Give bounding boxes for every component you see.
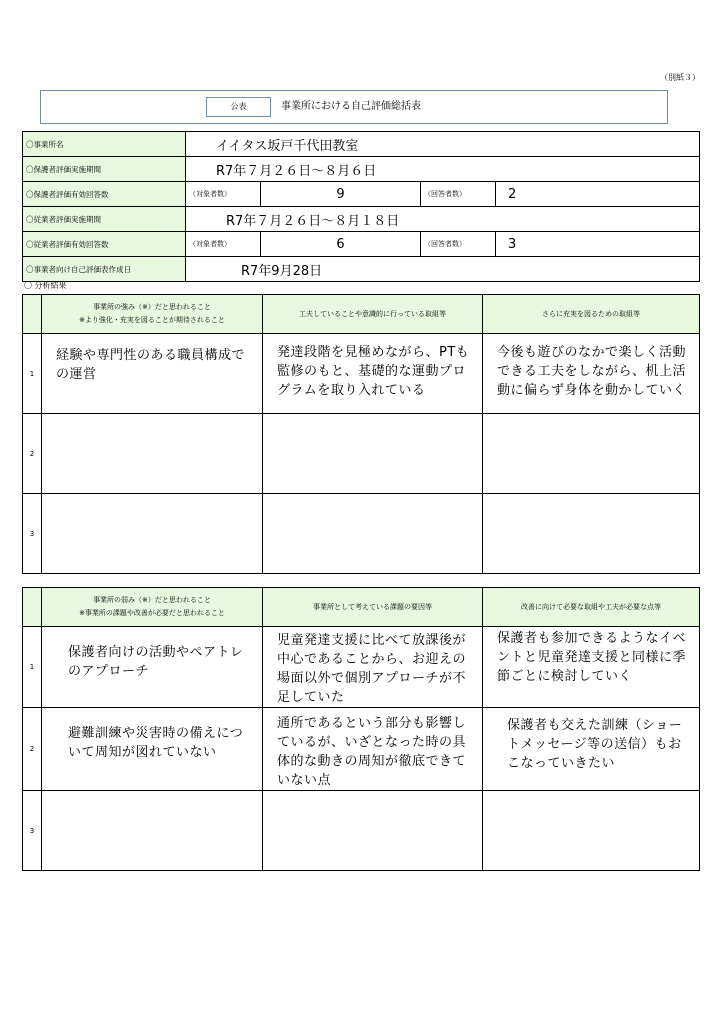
info-row-office: [23, 132, 700, 157]
strength-effort-cell: [263, 414, 482, 423]
weaknesses-header-row: [23, 588, 700, 627]
weakness-cause-cell: 通所であるという部分も影響しているが、いざとなった時の具体的な動きの周知が徹底できていない点: [277, 716, 467, 788]
created-label: 〇事業者向け自己評価表作成日: [23, 257, 186, 282]
staff-target-value: 6: [261, 232, 421, 257]
weaknesses-col1-line2: ※事業所の課題や改善が必要だと思われること: [79, 609, 225, 617]
form-note: （別紙３）: [660, 73, 700, 82]
info-row-guardian-responses: [23, 182, 700, 207]
created-date-value: R7年9月28日: [186, 257, 700, 282]
row-number: 1: [23, 334, 42, 414]
staff-period-value: R7年７月２６日～８月１８日: [186, 207, 700, 232]
office-name-label: 〇事業所名: [23, 132, 186, 157]
table-row: [23, 494, 700, 574]
info-row-staff-period: [23, 207, 700, 232]
guardian-responses-label: 〇保護者評価有効回答数: [23, 182, 186, 207]
table-row: [23, 414, 700, 494]
strengths-header-col1: [42, 295, 263, 334]
info-table: [22, 131, 700, 282]
office-name-value: イイタス坂戸千代田教室: [186, 132, 700, 157]
weakness-cell: [42, 791, 262, 800]
analysis-label: 〇 分析結果: [24, 281, 67, 290]
staff-answer-value: 3: [496, 232, 700, 257]
weaknesses-header-col3: 改善に向けて必要な取組や工夫が必要な点等: [483, 588, 700, 627]
staff-answer-label: （回答者数）: [421, 232, 496, 257]
info-row-guardian-period: [23, 157, 700, 182]
info-row-staff-responses: [23, 232, 700, 257]
strengths-header-row: [23, 295, 700, 334]
strength-cell: [42, 414, 262, 423]
guardian-answer-label: （回答者数）: [421, 182, 496, 207]
guardian-period-value: R7年７月２６日～８月６日: [186, 157, 700, 182]
strengths-table: [22, 294, 700, 574]
row-number: 2: [23, 414, 42, 494]
weakness-cause-cell: [263, 791, 482, 800]
strength-improve-cell: [483, 414, 699, 423]
weaknesses-header-col1: [42, 588, 263, 627]
strengths-col1-line2: ※より強化・充実を図ることが期待されること: [79, 316, 225, 324]
row-number: 3: [23, 494, 42, 574]
table-row: [23, 627, 700, 708]
weakness-improve-cell: 保護者も参加できるようなイベントと児童発達支援と同様に季節ごとに検討していく: [497, 631, 687, 684]
strength-improve-cell: 今後も遊びのなかで楽しく活動できる工夫をしながら、机上活動に偏らず身体を動かしていく: [497, 345, 687, 398]
weakness-improve-cell: [483, 791, 699, 800]
strength-effort-cell: [263, 494, 482, 503]
strengths-col1-line1: 事業所の強み（※）だと思われること: [93, 303, 211, 311]
staff-target-label: （対象者数）: [186, 232, 261, 257]
weaknesses-col1-line1: 事業所の弱み（※）だと思われること: [93, 596, 211, 604]
staff-period-label: 〇従業者評価実施期間: [23, 207, 186, 232]
guardian-answer-value: 2: [496, 182, 700, 207]
strength-cell: [42, 494, 262, 503]
page-title: 事業所における自己評価総括表: [281, 101, 421, 112]
info-row-created: [23, 257, 700, 282]
row-number: 1: [23, 627, 42, 708]
guardian-target-value: 9: [261, 182, 421, 207]
header-num: [23, 295, 42, 334]
weakness-cause-cell: 児童発達支援に比べて放課後が中心であることから、お迎えの場面以外で個別アプローチが不足していた: [277, 633, 467, 705]
weaknesses-header-col2: 事業所として考えている課題の要因等: [263, 588, 483, 627]
guardian-target-label: （対象者数）: [186, 182, 261, 207]
weakness-cell: 避難訓練や災害時の備えについて周知が図れていない: [68, 726, 244, 760]
row-number: 3: [23, 791, 42, 871]
staff-responses-label: 〇従業者評価有効回答数: [23, 232, 186, 257]
table-row: [23, 791, 700, 871]
table-row: [23, 708, 700, 791]
strengths-header-col3: さらに充実を図るための取組等: [483, 295, 700, 334]
guardian-period-label: 〇保護者評価実施期間: [23, 157, 186, 182]
row-number: 2: [23, 708, 42, 791]
strength-effort-cell: 発達段階を見極めながら、PTも監修のもと、基礎的な運動プログラムを取り入れている: [277, 345, 470, 398]
header-num: [23, 588, 42, 627]
weaknesses-table: [22, 587, 700, 871]
weakness-improve-cell: 保護者も交えた訓練（ショートメッセージ等の送信）もおこなっていきたい: [507, 718, 683, 771]
table-row: [23, 334, 700, 414]
strength-cell: 経験や専門性のある職員構成での運営: [56, 348, 246, 382]
weakness-cell: 保護者向けの活動やペアトレのアプローチ: [68, 645, 244, 679]
public-label: 公表: [206, 97, 271, 117]
strength-improve-cell: [483, 494, 699, 503]
title-box: [40, 90, 668, 124]
strengths-header-col2: 工夫していることや意識的に行っている取組等: [263, 295, 483, 334]
